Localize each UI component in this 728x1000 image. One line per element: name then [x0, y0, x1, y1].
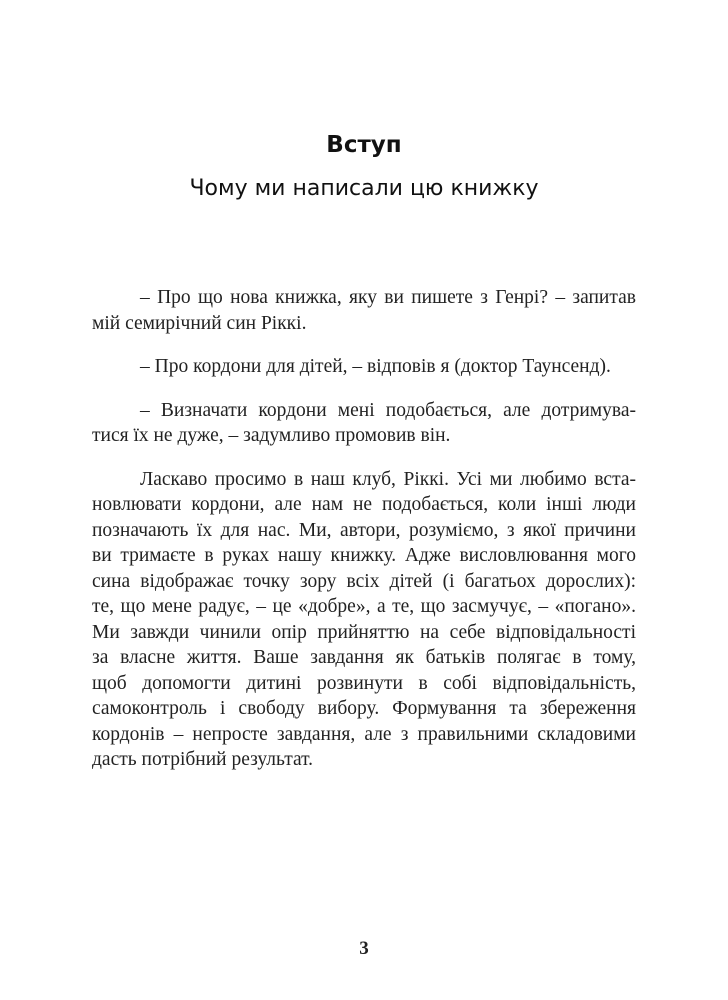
- text-line: новлювати кордони, але нам не подобається, коли інші люди: [92, 494, 636, 515]
- text-line: Ласкаво просимо в наш клуб, Ріккі. Усі ми любимо вста-: [140, 468, 636, 490]
- chapter-subtitle: Чому ми написали цю книжку: [189, 176, 539, 201]
- text-line: те, що мене радує, – це «добре», а те, що засмучує, – «погано».: [92, 596, 636, 617]
- page-number: 3: [359, 938, 369, 959]
- text-line: сина відображає точку зору всіх дітей (і багатьох дорослих):: [92, 570, 636, 592]
- text-line: мій семирічний син Ріккі.: [92, 312, 307, 334]
- text-line: дасть потрібний результат.: [92, 749, 314, 770]
- text-line: ви тримаєте в руках нашу книжку. Адже висловлювання мого: [92, 545, 636, 566]
- text-line: самоконтроль і свободу вибору. Формування та збереження: [92, 698, 636, 719]
- body-text: [92, 285, 636, 791]
- text-line: – Про кордони для дітей, – відповів я (доктор Таунсенд).: [140, 356, 611, 377]
- paragraph: [92, 398, 636, 449]
- text-line: – Визначати кордони мені подобається, але дотримува-: [140, 399, 636, 421]
- text-line: позначають їх для нас. Ми, автори, розуміємо, з якої причини: [92, 519, 636, 541]
- paragraph: [92, 467, 636, 773]
- text-line: Ми завжди чинили опір прийняттю на себе відповідальності: [92, 621, 636, 643]
- text-line: за власне життя. Ваше завдання як батьків полягає в тому,: [92, 647, 636, 668]
- chapter-title: Вступ: [326, 132, 402, 158]
- text-line: щоб допомогти дитині розвинути в собі відповідальність,: [92, 672, 636, 694]
- paragraph: [92, 354, 636, 380]
- text-line: тися їх не дуже, – задумливо промовив він.: [92, 425, 451, 446]
- text-line: кордонів – непросте завдання, але з правильними складовими: [92, 723, 636, 745]
- paragraph: [92, 285, 636, 336]
- text-line: – Про що нова книжка, яку ви пишете з Генрі? – запитав: [140, 287, 636, 308]
